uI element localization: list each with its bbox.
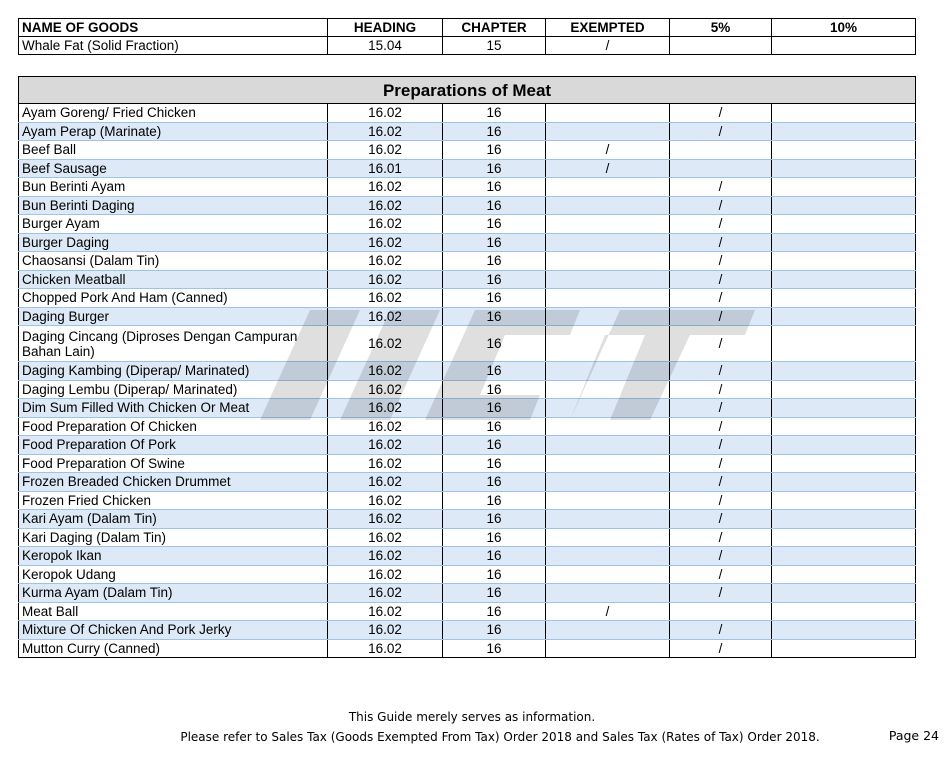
chapter-code: 16 bbox=[443, 270, 546, 289]
heading-code: 16.02 bbox=[328, 510, 443, 529]
five-percent-mark bbox=[670, 159, 772, 178]
exempted-mark bbox=[546, 473, 670, 492]
ten-percent-mark bbox=[772, 491, 916, 510]
exempted-mark bbox=[546, 547, 670, 566]
heading-code: 16.02 bbox=[328, 270, 443, 289]
goods-name: Ayam Goreng/ Fried Chicken bbox=[19, 104, 328, 123]
chapter-code: 16 bbox=[443, 178, 546, 197]
five-percent-mark: / bbox=[670, 621, 772, 640]
ten-percent-mark bbox=[772, 252, 916, 271]
table-row bbox=[19, 547, 916, 566]
ten-percent-mark bbox=[772, 270, 916, 289]
chapter-code: 16 bbox=[443, 289, 546, 308]
table-row bbox=[19, 621, 916, 640]
five-percent-mark: / bbox=[670, 565, 772, 584]
ten-percent-mark bbox=[772, 233, 916, 252]
goods-name: Daging Cincang (Diproses Dengan Campuran Bahan Lain) bbox=[19, 326, 328, 362]
goods-name: Burger Daging bbox=[19, 233, 328, 252]
chapter-code: 16 bbox=[443, 454, 546, 473]
goods-name: Daging Kambing (Diperap/ Marinated) bbox=[19, 362, 328, 381]
chapter-code: 16 bbox=[443, 159, 546, 178]
ten-percent-mark bbox=[772, 159, 916, 178]
five-percent-mark: / bbox=[670, 510, 772, 529]
table-row bbox=[19, 454, 916, 473]
ten-percent-mark bbox=[772, 621, 916, 640]
exempted-mark: / bbox=[546, 602, 670, 621]
ten-percent-mark bbox=[772, 584, 916, 603]
chapter-code: 16 bbox=[443, 436, 546, 455]
goods-name: Whale Fat (Solid Fraction) bbox=[19, 37, 328, 55]
chapter-code: 16 bbox=[443, 252, 546, 271]
goods-name: Food Preparation Of Chicken bbox=[19, 417, 328, 436]
goods-name: Kari Ayam (Dalam Tin) bbox=[19, 510, 328, 529]
ten-percent-mark bbox=[772, 196, 916, 215]
five-percent-mark: / bbox=[670, 104, 772, 123]
table-row bbox=[19, 215, 916, 234]
chapter-code: 16 bbox=[443, 621, 546, 640]
section-title: Preparations of Meat bbox=[19, 77, 916, 104]
heading-code: 16.02 bbox=[328, 584, 443, 603]
exempted-mark bbox=[546, 196, 670, 215]
goods-name: Kari Daging (Dalam Tin) bbox=[19, 528, 328, 547]
exempted-mark bbox=[546, 417, 670, 436]
five-percent-mark: / bbox=[670, 233, 772, 252]
ten-percent-mark bbox=[772, 289, 916, 308]
heading-code: 16.02 bbox=[328, 252, 443, 271]
heading-code: 16.02 bbox=[328, 307, 443, 326]
heading-code: 16.01 bbox=[328, 159, 443, 178]
heading-code: 16.02 bbox=[328, 565, 443, 584]
table-row bbox=[19, 307, 916, 326]
ten-percent-mark bbox=[772, 436, 916, 455]
exempted-mark bbox=[546, 510, 670, 529]
col-chapter: CHAPTER bbox=[443, 19, 546, 37]
five-percent-mark: / bbox=[670, 399, 772, 418]
chapter-code: 16 bbox=[443, 547, 546, 566]
table-row bbox=[19, 178, 916, 197]
heading-code: 16.02 bbox=[328, 547, 443, 566]
heading-code: 15.04 bbox=[328, 37, 443, 55]
table-row bbox=[19, 252, 916, 271]
exempted-mark bbox=[546, 639, 670, 658]
goods-name: Keropok Udang bbox=[19, 565, 328, 584]
exempted-mark bbox=[546, 122, 670, 141]
meat-rows bbox=[19, 104, 916, 658]
chapter-code: 16 bbox=[443, 326, 546, 362]
chapter-code: 16 bbox=[443, 473, 546, 492]
chapter-code: 16 bbox=[443, 510, 546, 529]
goods-name: Burger Ayam bbox=[19, 215, 328, 234]
heading-code: 16.02 bbox=[328, 233, 443, 252]
exempted-mark bbox=[546, 252, 670, 271]
table-row bbox=[19, 639, 916, 658]
goods-name: Bun Berinti Daging bbox=[19, 196, 328, 215]
exempted-mark bbox=[546, 528, 670, 547]
five-percent-mark: / bbox=[670, 362, 772, 381]
chapter-code: 16 bbox=[443, 399, 546, 418]
table-row bbox=[19, 602, 916, 621]
heading-code: 16.02 bbox=[328, 178, 443, 197]
page-number: Page 24 bbox=[888, 728, 939, 743]
goods-name: Frozen Fried Chicken bbox=[19, 491, 328, 510]
chapter-code: 16 bbox=[443, 233, 546, 252]
goods-name: Keropok Ikan bbox=[19, 547, 328, 566]
exempted-mark: / bbox=[546, 141, 670, 160]
footer-reference: Please refer to Sales Tax (Goods Exempted From Tax) Order 2018 and Sales Tax (Rates of Tax) Order 2018. bbox=[180, 730, 820, 744]
five-percent-mark bbox=[670, 37, 772, 55]
goods-name: Bun Berinti Ayam bbox=[19, 178, 328, 197]
five-percent-mark: / bbox=[670, 584, 772, 603]
goods-name: Food Preparation Of Pork bbox=[19, 436, 328, 455]
five-percent-mark: / bbox=[670, 252, 772, 271]
ten-percent-mark bbox=[772, 380, 916, 399]
chapter-code: 16 bbox=[443, 639, 546, 658]
exempted-mark bbox=[546, 178, 670, 197]
exempted-mark bbox=[546, 326, 670, 362]
five-percent-mark: / bbox=[670, 436, 772, 455]
five-percent-mark: / bbox=[670, 639, 772, 658]
five-percent-mark: / bbox=[670, 326, 772, 362]
chapter-code: 16 bbox=[443, 602, 546, 621]
table-row bbox=[19, 233, 916, 252]
five-percent-mark: / bbox=[670, 178, 772, 197]
table-row bbox=[19, 270, 916, 289]
heading-code: 16.02 bbox=[328, 528, 443, 547]
table-row bbox=[19, 196, 916, 215]
goods-name: Food Preparation Of Swine bbox=[19, 454, 328, 473]
table-row bbox=[19, 417, 916, 436]
ten-percent-mark bbox=[772, 602, 916, 621]
chapter-code: 16 bbox=[443, 584, 546, 603]
chapter-code: 16 bbox=[443, 565, 546, 584]
exempted-mark bbox=[546, 565, 670, 584]
ten-percent-mark bbox=[772, 547, 916, 566]
five-percent-mark: / bbox=[670, 417, 772, 436]
ten-percent-mark bbox=[772, 639, 916, 658]
goods-name: Mixture Of Chicken And Pork Jerky bbox=[19, 621, 328, 640]
goods-name: Ayam Perap (Marinate) bbox=[19, 122, 328, 141]
exempted-mark bbox=[546, 584, 670, 603]
ten-percent-mark bbox=[772, 528, 916, 547]
heading-code: 16.02 bbox=[328, 639, 443, 658]
heading-code: 16.02 bbox=[328, 122, 443, 141]
ten-percent-mark bbox=[772, 215, 916, 234]
chapter-code: 15 bbox=[443, 37, 546, 55]
five-percent-mark: / bbox=[670, 491, 772, 510]
chapter-code: 16 bbox=[443, 380, 546, 399]
ten-percent-mark bbox=[772, 104, 916, 123]
chapter-code: 16 bbox=[443, 122, 546, 141]
heading-code: 16.02 bbox=[328, 141, 443, 160]
chapter-code: 16 bbox=[443, 491, 546, 510]
exempted-mark bbox=[546, 104, 670, 123]
heading-code: 16.02 bbox=[328, 454, 443, 473]
exempted-mark bbox=[546, 380, 670, 399]
heading-code: 16.02 bbox=[328, 289, 443, 308]
col-name-of-goods: NAME OF GOODS bbox=[19, 19, 328, 37]
table-row bbox=[19, 362, 916, 381]
table-row bbox=[19, 380, 916, 399]
goods-name: Daging Lembu (Diperap/ Marinated) bbox=[19, 380, 328, 399]
five-percent-mark: / bbox=[670, 270, 772, 289]
table-row bbox=[19, 473, 916, 492]
exempted-mark bbox=[546, 307, 670, 326]
five-percent-mark: / bbox=[670, 289, 772, 308]
heading-code: 16.02 bbox=[328, 417, 443, 436]
header-table bbox=[18, 18, 916, 55]
heading-code: 16.02 bbox=[328, 473, 443, 492]
exempted-mark bbox=[546, 215, 670, 234]
ten-percent-mark bbox=[772, 178, 916, 197]
ten-percent-mark bbox=[772, 565, 916, 584]
exempted-mark bbox=[546, 270, 670, 289]
five-percent-mark: / bbox=[670, 380, 772, 399]
five-percent-mark: / bbox=[670, 454, 772, 473]
col-exempted: EXEMPTED bbox=[546, 19, 670, 37]
five-percent-mark bbox=[670, 141, 772, 160]
table-row bbox=[19, 122, 916, 141]
heading-code: 16.02 bbox=[328, 436, 443, 455]
table-row bbox=[19, 289, 916, 308]
five-percent-mark bbox=[670, 602, 772, 621]
chapter-code: 16 bbox=[443, 104, 546, 123]
heading-code: 16.02 bbox=[328, 196, 443, 215]
ten-percent-mark bbox=[772, 122, 916, 141]
exempted-mark bbox=[546, 454, 670, 473]
chapter-code: 16 bbox=[443, 362, 546, 381]
heading-code: 16.02 bbox=[328, 104, 443, 123]
preparations-of-meat-table bbox=[18, 76, 916, 658]
exempted-mark bbox=[546, 436, 670, 455]
table-row bbox=[19, 491, 916, 510]
ten-percent-mark bbox=[772, 399, 916, 418]
five-percent-mark: / bbox=[670, 307, 772, 326]
ten-percent-mark bbox=[772, 473, 916, 492]
ten-percent-mark bbox=[772, 510, 916, 529]
chapter-code: 16 bbox=[443, 215, 546, 234]
table-row bbox=[19, 399, 916, 418]
col-ten-percent: 10% bbox=[772, 19, 916, 37]
footer-disclaimer: This Guide merely serves as information. bbox=[348, 710, 596, 724]
ten-percent-mark bbox=[772, 417, 916, 436]
goods-name: Frozen Breaded Chicken Drummet bbox=[19, 473, 328, 492]
exempted-mark: / bbox=[546, 159, 670, 178]
five-percent-mark: / bbox=[670, 528, 772, 547]
heading-code: 16.02 bbox=[328, 215, 443, 234]
heading-code: 16.02 bbox=[328, 380, 443, 399]
table-row bbox=[19, 104, 916, 123]
five-percent-mark: / bbox=[670, 547, 772, 566]
table-row bbox=[19, 510, 916, 529]
goods-name: Chaosansi (Dalam Tin) bbox=[19, 252, 328, 271]
exempted-mark bbox=[546, 362, 670, 381]
heading-code: 16.02 bbox=[328, 491, 443, 510]
table-row bbox=[19, 141, 916, 160]
chapter-code: 16 bbox=[443, 196, 546, 215]
heading-code: 16.02 bbox=[328, 326, 443, 362]
heading-code: 16.02 bbox=[328, 362, 443, 381]
exempted-mark bbox=[546, 399, 670, 418]
heading-code: 16.02 bbox=[328, 621, 443, 640]
exempted-mark: / bbox=[546, 37, 670, 55]
five-percent-mark: / bbox=[670, 473, 772, 492]
table-row bbox=[19, 37, 916, 55]
col-five-percent: 5% bbox=[670, 19, 772, 37]
header-row bbox=[19, 19, 916, 37]
chapter-code: 16 bbox=[443, 528, 546, 547]
table-row bbox=[19, 528, 916, 547]
table-row bbox=[19, 326, 916, 362]
heading-code: 16.02 bbox=[328, 399, 443, 418]
ten-percent-mark bbox=[772, 141, 916, 160]
heading-code: 16.02 bbox=[328, 602, 443, 621]
goods-name: Beef Ball bbox=[19, 141, 328, 160]
goods-name: Chopped Pork And Ham (Canned) bbox=[19, 289, 328, 308]
ten-percent-mark bbox=[772, 326, 916, 362]
goods-name: Dim Sum Filled With Chicken Or Meat bbox=[19, 399, 328, 418]
goods-name: Mutton Curry (Canned) bbox=[19, 639, 328, 658]
ten-percent-mark bbox=[772, 37, 916, 55]
table-row bbox=[19, 159, 916, 178]
exempted-mark bbox=[546, 491, 670, 510]
five-percent-mark: / bbox=[670, 122, 772, 141]
exempted-mark bbox=[546, 621, 670, 640]
col-heading: HEADING bbox=[328, 19, 443, 37]
five-percent-mark: / bbox=[670, 196, 772, 215]
goods-name: Beef Sausage bbox=[19, 159, 328, 178]
exempted-mark bbox=[546, 233, 670, 252]
ten-percent-mark bbox=[772, 307, 916, 326]
chapter-code: 16 bbox=[443, 307, 546, 326]
exempted-mark bbox=[546, 289, 670, 308]
table-row bbox=[19, 565, 916, 584]
goods-name: Daging Burger bbox=[19, 307, 328, 326]
table-row bbox=[19, 436, 916, 455]
ten-percent-mark bbox=[772, 454, 916, 473]
ten-percent-mark bbox=[772, 362, 916, 381]
goods-name: Chicken Meatball bbox=[19, 270, 328, 289]
goods-name: Kurma Ayam (Dalam Tin) bbox=[19, 584, 328, 603]
table-row bbox=[19, 584, 916, 603]
chapter-code: 16 bbox=[443, 417, 546, 436]
five-percent-mark: / bbox=[670, 215, 772, 234]
chapter-code: 16 bbox=[443, 141, 546, 160]
goods-name: Meat Ball bbox=[19, 602, 328, 621]
